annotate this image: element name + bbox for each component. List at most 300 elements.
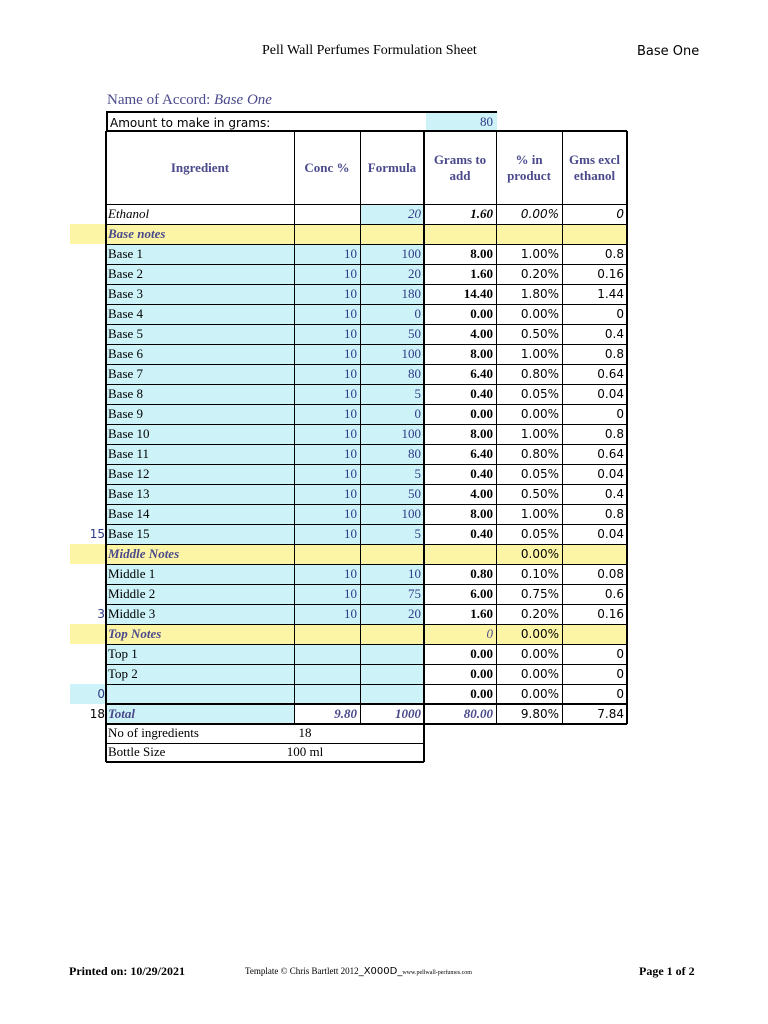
row-divider xyxy=(106,264,627,265)
cell-value: 0.8 xyxy=(604,427,624,441)
cell-value: 7.84 xyxy=(597,707,624,721)
table-row-cell[interactable] xyxy=(294,244,360,264)
cell-value: 10 xyxy=(344,246,357,261)
table-row-cell[interactable] xyxy=(294,264,360,284)
cell-value: 0.8 xyxy=(604,507,624,521)
cell-value: 0.40 xyxy=(470,466,493,481)
row-divider xyxy=(106,344,627,345)
cell-value: 0.8 xyxy=(604,347,624,361)
column-header: Formula xyxy=(367,159,417,175)
ingredient-name: Middle 2 xyxy=(108,586,156,601)
cell-value: 20 xyxy=(408,606,421,621)
row-divider xyxy=(106,624,627,625)
table-row-cell xyxy=(496,264,562,284)
table-row-cell[interactable] xyxy=(294,564,360,584)
table-row-cell xyxy=(562,684,627,704)
cell-value: 0 xyxy=(616,407,624,421)
table-row-cell[interactable] xyxy=(294,684,360,704)
row-divider xyxy=(106,384,627,385)
section-row-cell xyxy=(562,544,627,564)
cell-value: 4.00 xyxy=(470,486,493,501)
total-divider xyxy=(106,703,627,705)
cell-value: 14.40 xyxy=(463,286,493,301)
page-title: Pell Wall Perfumes Formulation Sheet xyxy=(262,43,477,58)
ingredient-name: Middle Notes xyxy=(108,546,180,561)
table-row-cell xyxy=(424,284,496,304)
table-row-cell xyxy=(562,424,627,444)
row-divider xyxy=(106,564,627,565)
table-row-cell[interactable] xyxy=(360,284,424,304)
cell-value: 6.40 xyxy=(470,366,493,381)
table-row-cell xyxy=(496,344,562,364)
table-row-cell[interactable] xyxy=(360,584,424,604)
cell-value: 10 xyxy=(344,526,357,541)
row-divider xyxy=(106,424,627,425)
cell-value: 0.00% xyxy=(520,307,559,321)
table-row-cell[interactable] xyxy=(294,604,360,624)
table-row-cell xyxy=(496,484,562,504)
cell-value: 0.75% xyxy=(520,587,559,601)
row-divider xyxy=(106,504,627,505)
cell-value: 0.00 xyxy=(470,306,493,321)
table-row-cell xyxy=(562,464,627,484)
table-row-cell[interactable] xyxy=(360,664,424,684)
table-row-cell xyxy=(106,564,294,584)
table-row-cell[interactable] xyxy=(360,364,424,384)
ingredient-name: Base 3 xyxy=(108,286,144,301)
table-row-cell xyxy=(562,504,627,524)
row-divider xyxy=(106,304,627,305)
table-row-cell xyxy=(424,304,496,324)
cell-value: 4.00 xyxy=(470,326,493,341)
cell-value: 1.80% xyxy=(520,287,559,301)
table-row-cell[interactable] xyxy=(294,664,360,684)
table-row-cell[interactable] xyxy=(360,524,424,544)
table-row-cell[interactable] xyxy=(360,304,424,324)
table-row-cell xyxy=(424,244,496,264)
cell-value: 0.80% xyxy=(520,367,559,381)
table-row-cell xyxy=(106,484,294,504)
table-row-cell xyxy=(106,684,294,704)
ingredient-name: Base 7 xyxy=(108,366,144,381)
ingredient-name: Middle 3 xyxy=(108,606,156,621)
table-row-cell xyxy=(496,424,562,444)
table-row-cell[interactable] xyxy=(294,644,360,664)
table-row-cell xyxy=(562,644,627,664)
column-divider xyxy=(294,131,295,724)
table-row-cell xyxy=(424,464,496,484)
row-count: 3 xyxy=(97,607,105,621)
section-row-cell xyxy=(424,544,496,564)
cell-value: 8.00 xyxy=(470,426,493,441)
table-row-cell[interactable] xyxy=(294,404,360,424)
table-row-cell xyxy=(106,404,294,424)
ingredient-name: Top 1 xyxy=(108,646,138,661)
table-row-cell[interactable] xyxy=(294,304,360,324)
ingredient-name: Top 2 xyxy=(108,666,138,681)
table-row-cell xyxy=(424,384,496,404)
cell-value: 10 xyxy=(344,586,357,601)
column-divider xyxy=(423,131,425,724)
table-row-cell xyxy=(424,424,496,444)
cell-value: 0.05% xyxy=(520,387,559,401)
table-row-cell[interactable] xyxy=(360,384,424,404)
cell-value: 10 xyxy=(344,566,357,581)
table-row-cell xyxy=(496,384,562,404)
table-row-cell xyxy=(424,504,496,524)
row-count-cell xyxy=(70,524,106,544)
header-divider xyxy=(106,204,627,205)
cell-value: 0.00% xyxy=(520,667,559,681)
table-row-cell xyxy=(562,444,627,464)
table-row-cell xyxy=(106,264,294,284)
cell-value: 1.44 xyxy=(597,287,624,301)
table-row-cell[interactable] xyxy=(294,484,360,504)
table-row-cell xyxy=(496,664,562,684)
amount-value: 80 xyxy=(480,114,493,129)
page-number: Page 1 of 2 xyxy=(639,964,695,978)
cell-value: 0.64 xyxy=(597,367,624,381)
section-row-cell xyxy=(424,624,496,644)
ingredient-name: Base 10 xyxy=(108,426,150,441)
table-row-cell xyxy=(496,444,562,464)
table-row-cell xyxy=(106,424,294,444)
section-row-cell xyxy=(360,224,424,244)
cell-value: 10 xyxy=(344,306,357,321)
cell-value: 5 xyxy=(414,386,421,401)
ingredient-name: Total xyxy=(108,706,135,721)
ingredient-name: Base 14 xyxy=(108,506,150,521)
summary-border-left xyxy=(105,724,107,762)
column-divider xyxy=(626,131,628,724)
cell-value: 0.00% xyxy=(520,207,559,221)
cell-value: 50 xyxy=(408,486,421,501)
table-row-cell[interactable] xyxy=(360,644,424,664)
column-header: % in product xyxy=(507,151,551,183)
cell-value: 10 xyxy=(408,566,421,581)
section-row-cell xyxy=(562,224,627,244)
table-row-cell xyxy=(424,604,496,624)
cell-value: 0.6 xyxy=(604,587,624,601)
total-row-cell xyxy=(496,704,562,724)
table-row-cell xyxy=(106,644,294,664)
cell-value: 0.08 xyxy=(597,567,624,581)
table-row-cell[interactable] xyxy=(294,344,360,364)
table-row-cell[interactable] xyxy=(360,264,424,284)
table-row-cell[interactable] xyxy=(360,444,424,464)
table-row-cell[interactable] xyxy=(360,464,424,484)
table-row-cell[interactable] xyxy=(360,324,424,344)
table-row-cell[interactable] xyxy=(360,244,424,264)
cell-value: 0.10% xyxy=(520,567,559,581)
table-row-cell xyxy=(106,304,294,324)
table-row-cell[interactable] xyxy=(360,484,424,504)
section-marker xyxy=(70,624,106,644)
row-count: 18 xyxy=(89,707,105,721)
cell-value: 80 xyxy=(408,446,421,461)
table-row-cell[interactable] xyxy=(360,684,424,704)
table-row-cell[interactable] xyxy=(360,604,424,624)
cell-value: 0.20% xyxy=(520,607,559,621)
cell-value: 8.00 xyxy=(470,246,493,261)
ingredient-name: Base 1 xyxy=(108,246,144,261)
summary-border-right xyxy=(423,724,425,762)
ingredient-name: Middle 1 xyxy=(108,566,156,581)
section-row-cell xyxy=(106,624,294,644)
section-row-cell xyxy=(294,224,360,244)
table-row-cell[interactable] xyxy=(294,324,360,344)
ingredient-name: Base notes xyxy=(108,226,166,241)
amount-label: Amount to make in grams: xyxy=(110,116,271,130)
cell-value: 0.16 xyxy=(597,607,624,621)
column-header: Conc % xyxy=(304,159,350,175)
cell-value: 0.50% xyxy=(520,487,559,501)
table-row-cell xyxy=(424,324,496,344)
table-row-cell xyxy=(496,404,562,424)
table-row-cell[interactable] xyxy=(294,424,360,444)
cell-value: 0.05% xyxy=(520,527,559,541)
section-row-cell xyxy=(496,544,562,564)
section-row-cell xyxy=(360,544,424,564)
table-border-top xyxy=(106,130,627,132)
table-row-cell xyxy=(562,664,627,684)
table-row-cell[interactable] xyxy=(294,464,360,484)
table-row-cell xyxy=(424,204,496,224)
table-row-cell xyxy=(496,604,562,624)
section-row-cell xyxy=(106,544,294,564)
cell-value: 10 xyxy=(344,326,357,341)
cell-value: 0.00 xyxy=(470,646,493,661)
ingredient-name: Base 5 xyxy=(108,326,144,341)
table-row-cell xyxy=(106,324,294,344)
table-row-cell xyxy=(424,524,496,544)
cell-value: 100 xyxy=(401,346,421,361)
cell-value: 0.00% xyxy=(520,687,559,701)
cell-value: 0.40 xyxy=(470,386,493,401)
cell-value: 20 xyxy=(408,206,421,221)
cell-value: 0.00% xyxy=(520,407,559,421)
table-row-cell xyxy=(562,524,627,544)
table-row-cell xyxy=(562,384,627,404)
cell-value: 100 xyxy=(401,246,421,261)
table-row-cell xyxy=(496,684,562,704)
total-row-cell xyxy=(562,704,627,724)
cell-value: 1.00% xyxy=(520,507,559,521)
table-row-cell xyxy=(496,504,562,524)
table-row-cell xyxy=(106,664,294,684)
row-divider xyxy=(106,684,627,685)
cell-value: 0.00 xyxy=(470,666,493,681)
ingredient-name: Base 4 xyxy=(108,306,144,321)
accord-value: Base One xyxy=(214,92,272,108)
section-row-cell xyxy=(424,224,496,244)
table-row-cell xyxy=(106,604,294,624)
table-row-cell[interactable] xyxy=(360,204,424,224)
table-row-cell xyxy=(496,304,562,324)
table-row-cell xyxy=(424,484,496,504)
cell-value: 9.80 xyxy=(334,706,357,721)
table-row-cell[interactable] xyxy=(360,424,424,444)
summary-label: Bottle Size xyxy=(108,744,166,759)
cell-value: 0 xyxy=(414,406,421,421)
ingredient-name: Base 9 xyxy=(108,406,144,421)
ingredient-name: Base 6 xyxy=(108,346,144,361)
table-row-cell xyxy=(106,504,294,524)
row-count-cell xyxy=(70,704,106,724)
table-row-cell xyxy=(562,284,627,304)
cell-value: 0.04 xyxy=(597,527,624,541)
table-row-cell xyxy=(106,204,294,224)
ingredient-name: Base 2 xyxy=(108,266,144,281)
cell-value: 10 xyxy=(344,386,357,401)
ingredient-name: Base 8 xyxy=(108,386,144,401)
table-row-cell xyxy=(562,264,627,284)
table-row-cell xyxy=(496,324,562,344)
table-row-cell[interactable] xyxy=(294,284,360,304)
table-row-cell xyxy=(496,464,562,484)
summary-row xyxy=(106,724,424,743)
row-divider xyxy=(106,524,627,525)
table-row-cell xyxy=(496,584,562,604)
printed-date: Printed on: 10/29/2021 xyxy=(69,964,185,978)
section-row-cell xyxy=(496,224,562,244)
section-marker xyxy=(70,544,106,564)
row-divider xyxy=(106,444,627,445)
cell-value: 100 xyxy=(401,506,421,521)
cell-value: 0.04 xyxy=(597,387,624,401)
row-divider xyxy=(106,664,627,665)
row-count-cell xyxy=(70,604,106,624)
table-row-cell[interactable] xyxy=(294,584,360,604)
table-row-cell xyxy=(424,664,496,684)
cell-value: 0.00% xyxy=(520,647,559,661)
column-divider xyxy=(105,131,107,724)
cell-value: 0.64 xyxy=(597,447,624,461)
table-row-cell[interactable] xyxy=(360,564,424,584)
cell-value: 100 xyxy=(401,426,421,441)
table-row-cell xyxy=(562,364,627,384)
cell-value: 80.00 xyxy=(463,706,493,721)
section-row-cell xyxy=(106,224,294,244)
summary-label: No of ingredients xyxy=(108,725,199,740)
table-row-cell[interactable] xyxy=(360,504,424,524)
cell-value: 10 xyxy=(344,406,357,421)
cell-value: 10 xyxy=(344,266,357,281)
cell-value: 1.00% xyxy=(520,427,559,441)
table-row-cell xyxy=(496,364,562,384)
row-count-cell xyxy=(70,684,106,704)
table-row-cell xyxy=(562,304,627,324)
cell-value: 6.00 xyxy=(470,586,493,601)
table-row-cell[interactable] xyxy=(294,204,360,224)
cell-value: 5 xyxy=(414,466,421,481)
table-row-cell xyxy=(562,604,627,624)
table-row-cell[interactable] xyxy=(294,384,360,404)
row-divider xyxy=(106,244,627,245)
table-row-cell xyxy=(562,244,627,264)
table-row-cell[interactable] xyxy=(294,504,360,524)
table-row-cell xyxy=(562,204,627,224)
cell-value: 10 xyxy=(344,466,357,481)
table-row-cell[interactable] xyxy=(294,364,360,384)
cell-value: 80 xyxy=(408,366,421,381)
cell-value: 20 xyxy=(408,266,421,281)
ingredient-name: Base 15 xyxy=(108,526,150,541)
table-row-cell xyxy=(496,204,562,224)
table-row-cell[interactable] xyxy=(360,404,424,424)
section-row-cell xyxy=(496,624,562,644)
column-divider xyxy=(360,131,361,724)
table-row-cell xyxy=(562,564,627,584)
cell-value: 8.00 xyxy=(470,506,493,521)
row-divider xyxy=(106,604,627,605)
table-row-cell[interactable] xyxy=(294,524,360,544)
accord-label: Name of Accord: xyxy=(107,92,211,108)
table-row-cell[interactable] xyxy=(360,344,424,364)
table-row-cell xyxy=(106,584,294,604)
header-accord-name: Base One xyxy=(637,44,700,59)
cell-value: 0.16 xyxy=(597,267,624,281)
table-row-cell xyxy=(106,524,294,544)
total-row-cell xyxy=(424,704,496,724)
cell-value: 10 xyxy=(344,486,357,501)
table-row-cell xyxy=(562,584,627,604)
row-divider xyxy=(106,224,627,225)
table-row-cell xyxy=(424,404,496,424)
section-marker xyxy=(70,224,106,244)
table-row-cell xyxy=(424,444,496,464)
template-credit xyxy=(245,966,472,977)
cell-value: 0.4 xyxy=(604,487,624,501)
ingredient-name: Base 13 xyxy=(108,486,150,501)
table-row-cell[interactable] xyxy=(294,444,360,464)
section-row-cell xyxy=(294,544,360,564)
table-row-cell xyxy=(424,264,496,284)
column-header: Ingredient xyxy=(170,159,230,175)
row-divider xyxy=(106,644,627,645)
ingredient-name: Base 12 xyxy=(108,466,150,481)
cell-value: 180 xyxy=(401,286,421,301)
cell-value: 1.60 xyxy=(470,266,493,281)
template-text: Template © Chris Bartlett 2012 xyxy=(245,966,359,976)
cell-value: 0 xyxy=(616,667,624,681)
table-row-cell xyxy=(106,384,294,404)
cell-value: 0.80% xyxy=(520,447,559,461)
cell-value: 0.80 xyxy=(470,566,493,581)
row-divider xyxy=(106,404,627,405)
cell-value: 10 xyxy=(344,346,357,361)
table-row-cell xyxy=(496,284,562,304)
cell-value: 0 xyxy=(414,306,421,321)
table-row-cell xyxy=(496,244,562,264)
table-row-cell xyxy=(424,564,496,584)
table-row-cell xyxy=(424,584,496,604)
column-header: Gms excl ethanol xyxy=(569,151,620,183)
cell-value: 10 xyxy=(344,446,357,461)
cell-value: 5 xyxy=(414,526,421,541)
table-row-cell xyxy=(496,644,562,664)
column-divider xyxy=(562,131,563,724)
cell-value: 75 xyxy=(408,586,421,601)
cell-value: 10 xyxy=(344,506,357,521)
row-divider xyxy=(106,544,627,545)
summary-divider xyxy=(106,761,424,763)
cell-value: 8.00 xyxy=(470,346,493,361)
table-row-cell xyxy=(424,684,496,704)
summary-value: 100 ml xyxy=(286,744,324,759)
section-row-cell xyxy=(562,624,627,644)
table-row-cell xyxy=(106,284,294,304)
